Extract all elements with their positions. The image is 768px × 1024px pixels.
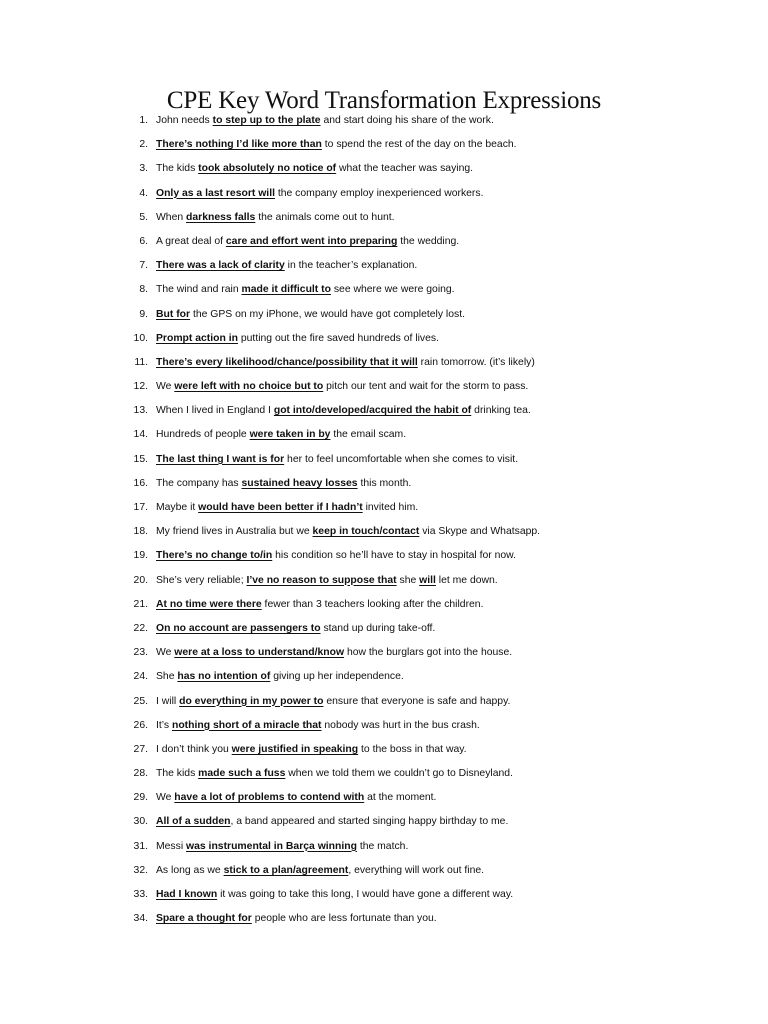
item-sentence — [156, 740, 748, 760]
list-item — [0, 256, 768, 280]
list-item — [0, 498, 768, 522]
list-item — [0, 667, 768, 691]
sentence-text: The kids — [156, 163, 199, 175]
key-expression: do everything in my power to — [179, 695, 324, 707]
key-expression: Had I known — [156, 889, 218, 900]
item-number: 27. — [133, 743, 148, 755]
list-item — [0, 885, 768, 909]
item-sentence — [156, 522, 748, 542]
sentence-text: this month. — [357, 477, 412, 489]
key-expression: There’s every likelihood/chance/possibility that it will — [156, 356, 418, 368]
sentence-text: people who are less fortunate than you. — [251, 913, 437, 925]
item-number: 31. — [133, 840, 148, 852]
sentence-text: nobody was hurt in the bus crash. — [321, 719, 480, 731]
sentence-text: , a band appeared and started singing happy birthday to me. — [230, 816, 509, 828]
key-expression: Only as a last resort will — [156, 187, 275, 199]
item-number: 8. — [139, 284, 148, 296]
sentence-text: Messi — [156, 840, 187, 852]
item-number: 1. — [139, 115, 148, 126]
sentence-text: As long as we — [156, 864, 224, 876]
sentence-text: invited him. — [362, 502, 419, 513]
key-expression: to step up to the plate — [212, 115, 321, 126]
sentence-text: via Skype and Whatsapp. — [419, 526, 541, 538]
key-expression: At no time were there — [156, 598, 262, 610]
sentence-text: in the teacher’s explanation. — [284, 260, 418, 272]
list-item — [0, 474, 768, 498]
sentence-text: when we told them we couldn’t go to Disneyland. — [285, 768, 513, 780]
sentence-text: let me down. — [435, 574, 498, 586]
item-sentence — [156, 425, 748, 445]
item-number: 2. — [139, 139, 148, 151]
key-expression: were justified in speaking — [231, 743, 359, 755]
key-expression: There’s nothing I’d like more than — [156, 139, 322, 151]
sentence-text: fewer than 3 teachers looking after the children. — [261, 598, 484, 610]
sentence-text: her to feel uncomfortable when she comes to visit. — [284, 453, 519, 465]
sentence-text: what the teacher was saying. — [336, 163, 474, 175]
item-sentence — [156, 667, 748, 687]
sentence-text: John needs — [156, 115, 213, 126]
item-number: 4. — [139, 187, 148, 199]
item-sentence — [156, 256, 748, 276]
sentence-text: ensure that everyone is safe and happy. — [323, 695, 511, 707]
sentence-text: the match. — [356, 840, 409, 852]
key-expression: keep in touch/contact — [312, 526, 420, 538]
sentence-text: The kids — [156, 768, 199, 780]
item-sentence — [156, 208, 748, 228]
list-item — [0, 812, 768, 836]
sentence-text: We — [156, 381, 175, 393]
item-number: 11. — [134, 356, 148, 368]
list-item — [0, 377, 768, 401]
list-item — [0, 208, 768, 232]
sentence-text: We — [156, 647, 175, 659]
sentence-text: see where we were going. — [330, 284, 455, 296]
key-expression: made such a fuss — [198, 768, 286, 780]
key-expression: stick to a plan/agreement — [223, 864, 349, 876]
key-expression: were at a loss to understand/know — [174, 647, 345, 659]
item-sentence — [156, 546, 748, 566]
item-number: 7. — [139, 260, 148, 272]
sentence-text: It’s — [156, 719, 172, 731]
list-item — [0, 450, 768, 474]
sentence-text: Hundreds of people — [156, 429, 250, 441]
list-item — [0, 619, 768, 643]
item-sentence — [156, 861, 748, 881]
key-expression: There’s no change to/in — [156, 550, 273, 562]
item-sentence — [156, 377, 748, 397]
list-item — [0, 111, 768, 135]
sentence-text: and start doing his share of the work. — [320, 115, 494, 126]
item-number: 24. — [133, 671, 148, 683]
list-item — [0, 764, 768, 788]
sentence-text: the GPS on my iPhone, we would have got completely lost. — [190, 308, 465, 320]
sentence-text: it was going to take this long, I would have gone a different way. — [217, 889, 514, 900]
key-expression: care and effort went into preparing — [225, 235, 398, 247]
item-number: 23. — [133, 647, 148, 659]
sentence-text: the company employ inexperienced workers. — [274, 187, 484, 199]
key-expression: But for — [156, 308, 191, 320]
sentence-text: I don’t think you — [156, 743, 232, 755]
sentence-text: rain tomorrow. (it’s likely) — [417, 356, 535, 368]
item-number: 26. — [133, 719, 148, 731]
key-expression: sustained heavy losses — [241, 477, 358, 489]
item-number: 25. — [133, 695, 148, 707]
sentence-text: A great deal of — [156, 235, 226, 247]
expression-list — [0, 111, 768, 933]
sentence-text: pitch our tent and wait for the storm to pass. — [323, 381, 529, 393]
key-expression: There was a lack of clarity — [156, 260, 285, 272]
item-number: 12. — [133, 381, 148, 393]
sentence-text: , everything will work out fine. — [348, 864, 485, 876]
list-item — [0, 401, 768, 425]
list-item — [0, 740, 768, 764]
item-number: 30. — [133, 816, 148, 828]
item-sentence — [156, 571, 748, 591]
key-expression: were taken in by — [249, 429, 331, 441]
item-sentence — [156, 450, 748, 470]
sentence-text: to spend the rest of the day on the beach. — [321, 139, 517, 151]
item-number: 32. — [133, 864, 148, 876]
list-item — [0, 280, 768, 304]
sentence-text: When — [156, 211, 187, 223]
item-number: 15. — [133, 453, 148, 465]
item-sentence — [156, 280, 748, 300]
item-number: 13. — [133, 405, 148, 417]
item-sentence — [156, 788, 748, 808]
item-sentence — [156, 353, 748, 373]
list-item — [0, 305, 768, 329]
list-item — [0, 329, 768, 353]
list-item — [0, 692, 768, 716]
item-number: 18. — [133, 526, 148, 538]
list-item — [0, 546, 768, 570]
key-expression: All of a sudden — [156, 816, 231, 828]
item-number: 6. — [139, 235, 148, 247]
item-sentence — [156, 305, 748, 325]
list-item — [0, 159, 768, 183]
key-expression: made it difficult to — [241, 284, 331, 296]
list-item — [0, 232, 768, 256]
item-sentence — [156, 135, 748, 155]
item-sentence — [156, 909, 748, 929]
item-sentence — [156, 474, 748, 494]
key-expression: will — [419, 574, 436, 586]
key-expression: was instrumental in Barça winning — [186, 840, 357, 852]
sentence-text: The company has — [156, 477, 242, 489]
item-sentence — [156, 232, 748, 252]
item-number: 29. — [133, 792, 148, 804]
sentence-text: to the boss in that way. — [358, 743, 467, 755]
list-item — [0, 716, 768, 740]
item-sentence — [156, 716, 748, 736]
list-item — [0, 522, 768, 546]
list-item — [0, 861, 768, 885]
sentence-text: I will — [156, 695, 180, 707]
item-number: 10. — [133, 332, 148, 344]
sentence-text: the email scam. — [330, 429, 407, 441]
item-sentence — [156, 329, 748, 349]
sentence-text: stand up during take-off. — [320, 622, 436, 634]
item-number: 33. — [133, 889, 148, 900]
sentence-text: She’s very reliable; — [156, 574, 247, 586]
sentence-text: When I lived in England I — [156, 405, 274, 417]
sentence-text: the animals come out to hunt. — [255, 211, 395, 223]
key-expression: have a lot of problems to contend with — [174, 792, 365, 804]
item-number: 14. — [133, 429, 148, 441]
item-sentence — [156, 401, 748, 421]
item-sentence — [156, 184, 748, 204]
key-expression: Spare a thought for — [156, 913, 252, 925]
list-item — [0, 184, 768, 208]
item-number: 9. — [139, 308, 148, 320]
list-item — [0, 643, 768, 667]
sentence-text: drinking tea. — [471, 405, 531, 417]
item-number: 34. — [133, 913, 148, 925]
page-title: CPE Key Word Transformation Expressions — [166, 87, 602, 114]
list-item — [0, 909, 768, 933]
key-expression: has no intention of — [177, 671, 271, 683]
item-number: 21. — [133, 598, 148, 610]
key-expression: darkness falls — [186, 211, 256, 223]
list-item — [0, 571, 768, 595]
item-number: 28. — [133, 768, 148, 780]
item-sentence — [156, 595, 748, 615]
sentence-text: his condition so he’ll have to stay in hospital for now. — [272, 550, 516, 562]
key-expression: On no account are passengers to — [156, 622, 321, 634]
sentence-text: The wind and rain — [156, 284, 242, 296]
key-expression: took absolutely no notice of — [198, 163, 337, 175]
sentence-text: putting out the fire saved hundreds of lives. — [237, 332, 439, 344]
item-number: 19. — [133, 550, 148, 562]
key-expression: nothing short of a miracle that — [171, 719, 322, 731]
key-expression: Prompt action in — [156, 332, 238, 344]
list-item — [0, 353, 768, 377]
item-sentence — [156, 643, 748, 663]
item-sentence — [156, 812, 748, 832]
sentence-text: how the burglars got into the house. — [344, 647, 513, 659]
item-sentence — [156, 498, 748, 518]
list-item — [0, 837, 768, 861]
list-item — [0, 135, 768, 159]
sentence-text: My friend lives in Australia but we — [156, 526, 313, 538]
list-item — [0, 788, 768, 812]
item-sentence — [156, 837, 748, 857]
list-item — [0, 425, 768, 449]
sentence-text: the wedding. — [397, 235, 460, 247]
item-sentence — [156, 885, 748, 905]
sentence-text: We — [156, 792, 175, 804]
key-expression: got into/developed/acquired the habit of — [273, 405, 472, 417]
item-number: 22. — [133, 622, 148, 634]
sentence-text: she — [396, 574, 420, 586]
item-number: 5. — [139, 211, 148, 223]
sentence-text: Maybe it — [156, 502, 199, 513]
item-number: 3. — [139, 163, 148, 175]
item-number: 20. — [133, 574, 148, 586]
list-item — [0, 595, 768, 619]
sentence-text: giving up her independence. — [270, 671, 404, 683]
item-sentence — [156, 692, 748, 712]
key-expression: I’ve no reason to suppose that — [246, 574, 397, 586]
item-number: 16. — [133, 477, 148, 489]
item-sentence — [156, 111, 748, 131]
item-sentence — [156, 764, 748, 784]
key-expression: The last thing I want is for — [156, 453, 285, 465]
sentence-text: She — [156, 671, 178, 683]
sentence-text: at the moment. — [364, 792, 437, 804]
item-number: 17. — [133, 502, 148, 513]
item-sentence — [156, 619, 748, 639]
key-expression: would have been better if I hadn’t — [198, 502, 363, 513]
key-expression: were left with no choice but to — [174, 381, 324, 393]
item-sentence — [156, 159, 748, 179]
